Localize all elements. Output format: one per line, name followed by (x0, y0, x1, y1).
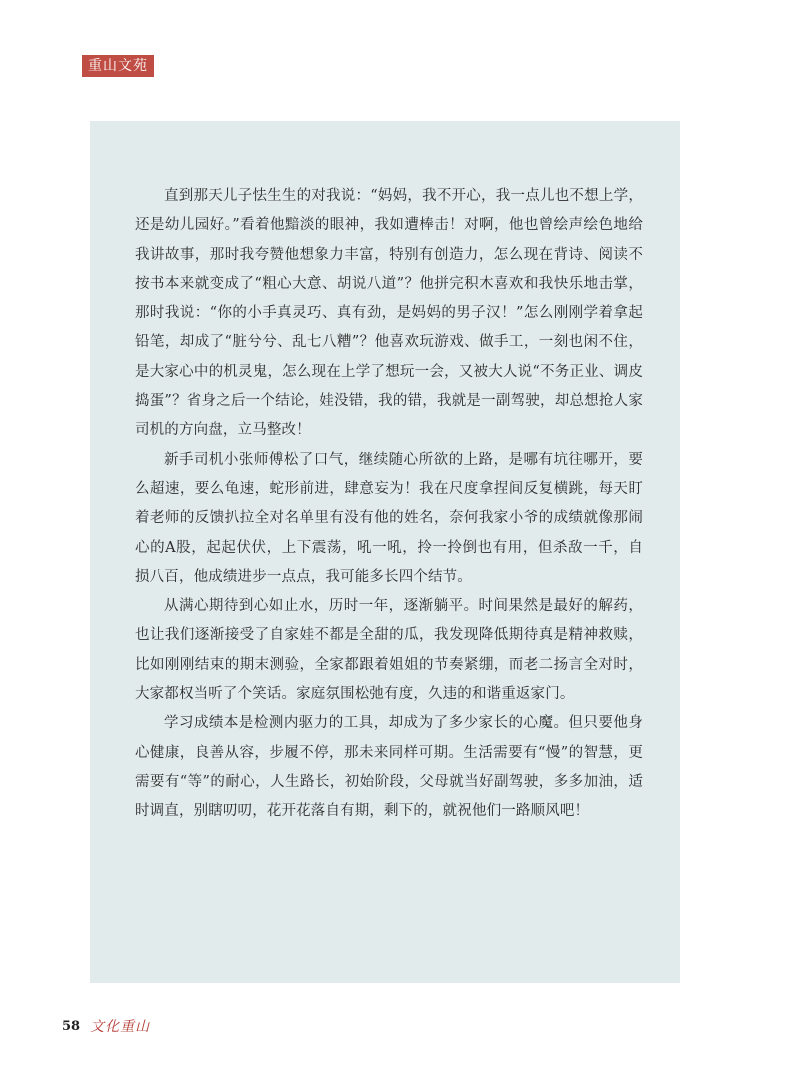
page-number: 58 (62, 1018, 81, 1034)
paragraph-2: 新手司机小张师傅松了口气，继续随心所欲的上路，是哪有坑往哪开，要么超速，要么龟速，蛇形前进，肆意妄为！我在尺度拿捏间反复横跳，每天盯着老师的反馈扒拉全对名单里有没有他的姓名，奈何我家小爷的成绩就像那闹心的A股，起起伏伏，上下震荡，吼一吼，拎一拎倒也有用，但杀敌一千，自损八百，他成绩进步一点点，我可能多长四个结节。 (135, 451, 643, 585)
article-body (135, 182, 643, 827)
section-tag: 重山文苑 (82, 55, 154, 77)
paragraph-4: 学习成绩本是检测内驱力的工具，却成为了多少家长的心魔。但只要他身心健康，良善从容，步履不停，那未来同样可期。生活需要有“慢”的智慧，更需要有“等”的耐心，人生路长，初始阶段，父母就当好副驾驶，多多加油，适时调直，别瞎叨叨，花开花落自有期，剩下的，就祝他们一路顺风吧！ (135, 715, 643, 820)
paragraph-3: 从满心期待到心如止水，历时一年，逐渐躺平。时间果然是最好的解药，也让我们逐渐接受了自家娃不都是全甜的瓜，我发现降低期待真是精神救赎，比如刚刚结束的期末测验，全家都跟着姐姐的节奏紧绷，而老二扬言全对时，大家都权当听了个笑话。家庭氛围松弛有度，久违的和谐重返家门。 (135, 598, 643, 703)
magazine-logo: 文化重山 (90, 1019, 151, 1035)
page-footer (62, 1016, 150, 1036)
article-panel (90, 121, 680, 983)
paragraph-1: 直到那天儿子怯生生的对我说：“妈妈，我不开心，我一点儿也不想上学，还是幼儿园好。”看着他黯淡的眼神，我如遭棒击！对啊，他也曾绘声绘色地给我讲故事，那时我夸赞他想象力丰富，特别有创造力，怎么现在背诗、阅读不按书本来就变成了“粗心大意、胡说八道”？他拼完积木喜欢和我快乐地击掌，那时我说：“你的小手真灵巧、真有劲，是妈妈的男子汉！”怎么刚刚学着拿起铅笔，却成了“脏兮兮、乱七八糟”？他喜欢玩游戏、做手工，一刻也闲不住，是大家心中的机灵鬼，怎么现在上学了想玩一会，又被大人说“不务正业、调皮捣蛋”？省身之后一个结论，娃没错，我的错，我就是一副驾驶，却总想抢人家司机的方向盘，立马整改！ (135, 188, 643, 439)
